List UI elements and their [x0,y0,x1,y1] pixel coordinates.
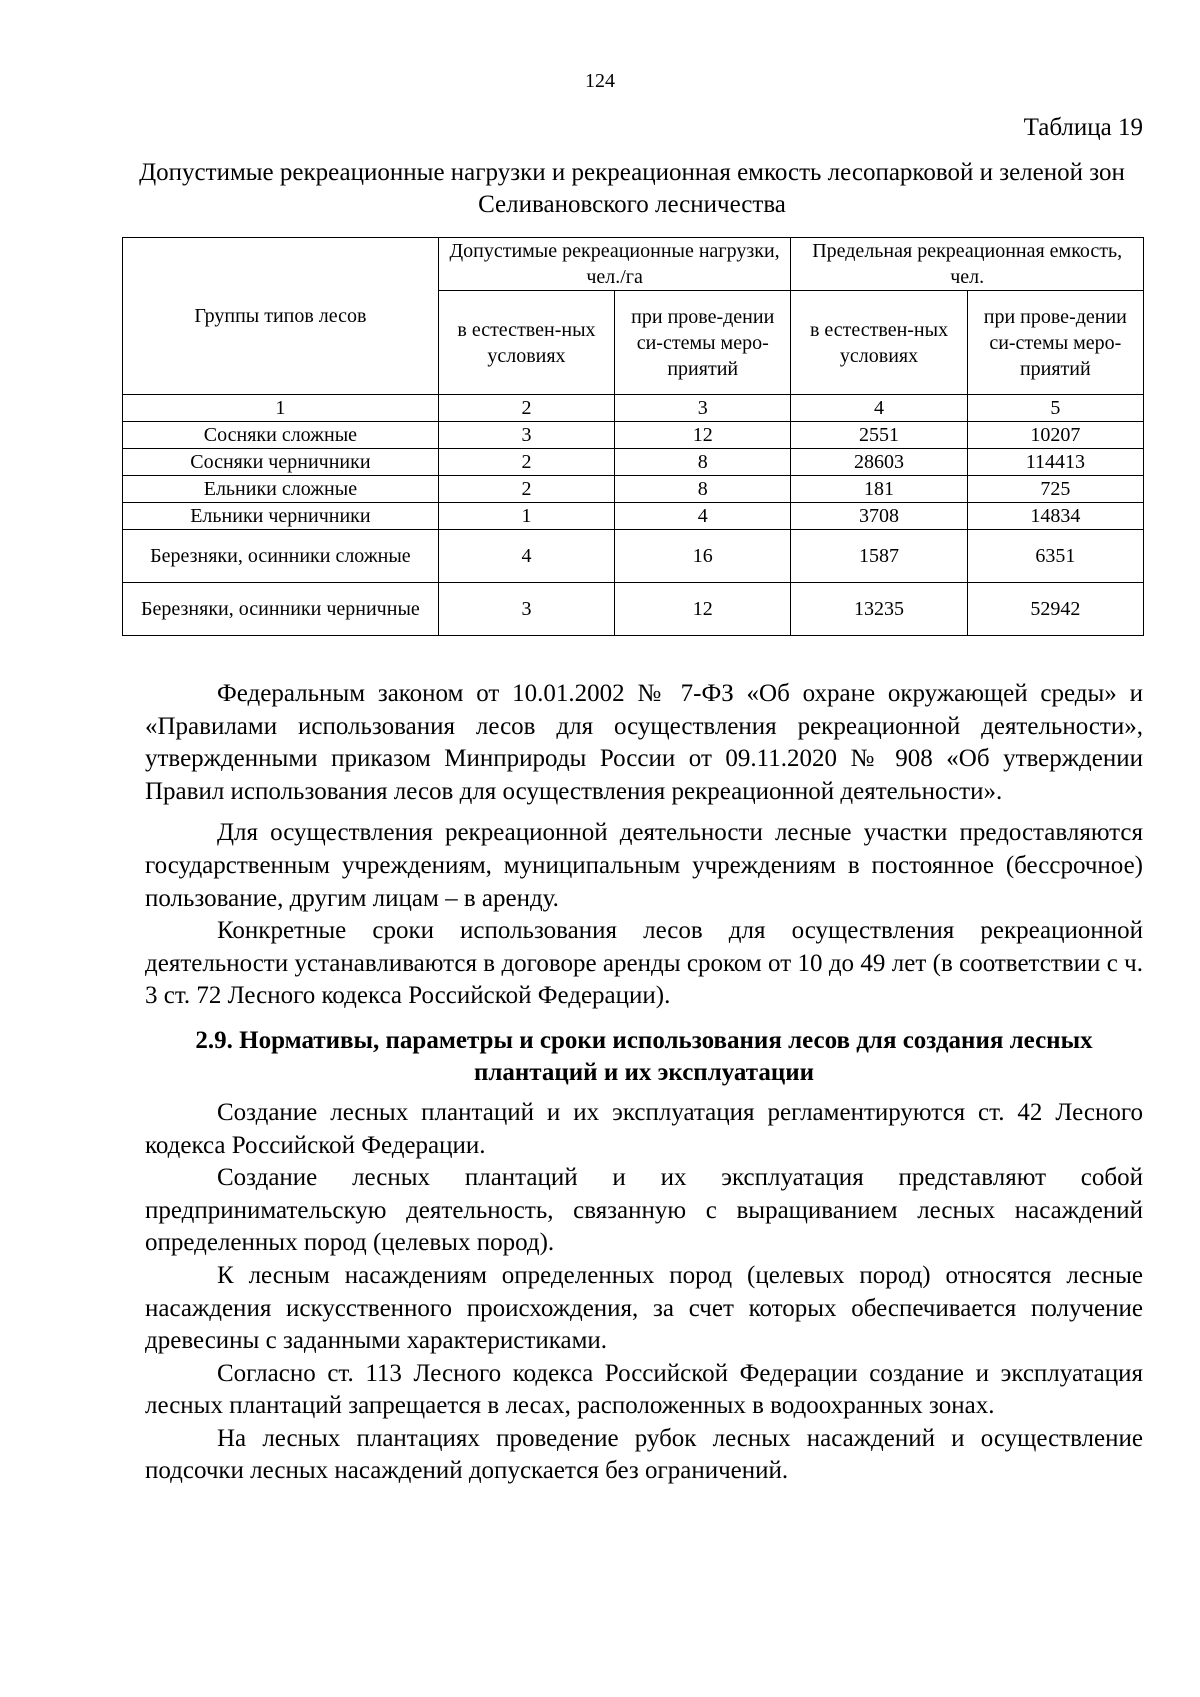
header-natural-conditions-capacity: в естествен-ных условиях [791,291,967,395]
header-allowed-loads: Допустимые рекреационные нагрузки, чел./га [438,238,791,291]
table-row [123,422,1144,449]
section-heading: 2.9. Нормативы, параметры и сроки использования лесов для создания лесных плантаций и их эксплуатации [195,1026,1093,1086]
table-row [123,476,1144,503]
forest-group-cell: Ельники черничники [123,503,439,530]
value-cell: 4 [438,530,614,583]
column-number: 2 [438,395,614,422]
paragraph: Создание лесных плантаций и их эксплуатация представляют собой предпринимательскую деятельность, связанную с выращиванием лесных насаждений определенных пород (целевых пород). [145,1164,1143,1257]
paragraph: Согласно ст. 113 Лесного кодекса Российской Федерации создание и эксплуатация лесных плантаций запрещается в лесах, расположенных в водоохранных зонах. [145,1359,1143,1420]
value-cell: 12 [615,422,791,449]
value-cell: 2 [438,449,614,476]
value-cell: 6351 [967,530,1143,583]
paragraph: К лесным насаждениям определенных пород (целевых пород) относятся лесные насаждения искусственного происхождения, за счет которых обеспечивается получение древесины с заданными характеристиками. [145,1261,1143,1355]
column-number: 3 [615,395,791,422]
body-text [145,678,1143,1488]
paragraph: Для осуществления рекреационной деятельности лесные участки предоставляются государственным учреждениям, муниципальным учреждениям в постоянное (бессрочное) пользование, другим лицам – в аренду. [145,819,1143,912]
table-title: Допустимые рекреационные нагрузки и рекреационная емкость лесопарковой и зеленой зон Селивановского лесничества [139,159,1125,218]
forest-group-cell: Ельники сложные [123,476,439,503]
paragraph: На лесных плантациях проведение рубок лесных насаждений и осуществление подсочки лесных насаждений допускается без ограничений. [145,1424,1143,1485]
table-row [123,503,1144,530]
header-with-measures: при прове-дении си-стемы меро-приятий [615,291,791,395]
value-cell: 8 [615,449,791,476]
value-cell: 12 [615,583,791,636]
table-row [123,530,1144,583]
value-cell: 13235 [791,583,967,636]
paragraph: Конкретные сроки использования лесов для осуществления рекреационной деятельности устанавливаются в договоре аренды сроком от 10 до 49 лет (в соответствии с ч. 3 ст. 72 Лесного кодекса Российской Федерации). [145,917,1143,1010]
value-cell: 1 [438,503,614,530]
value-cell: 3 [438,583,614,636]
header-forest-groups: Группы типов лесов [123,238,439,395]
value-cell: 28603 [791,449,967,476]
value-cell: 2 [438,476,614,503]
forest-group-cell: Сосняки сложные [123,422,439,449]
table-row [123,449,1144,476]
value-cell: 10207 [967,422,1143,449]
header-with-measures-capacity: при прове-дении си-стемы меро-приятий [967,291,1143,395]
column-number-row [123,395,1144,422]
value-cell: 4 [615,503,791,530]
value-cell: 3708 [791,503,967,530]
header-capacity: Предельная рекреационная емкость, чел. [791,238,1144,291]
value-cell: 181 [791,476,967,503]
value-cell: 2551 [791,422,967,449]
forest-group-cell: Березняки, осинники черничные [123,583,439,636]
column-number: 1 [123,395,439,422]
page-number: 124 [585,70,615,92]
recreation-table [122,237,1144,636]
column-number: 4 [791,395,967,422]
table-row [123,583,1144,636]
value-cell: 725 [967,476,1143,503]
value-cell: 1587 [791,530,967,583]
value-cell: 52942 [967,583,1143,636]
forest-group-cell: Сосняки черничники [123,449,439,476]
value-cell: 8 [615,476,791,503]
table-label: Таблица 19 [1023,114,1143,141]
forest-group-cell: Березняки, осинники сложные [123,530,439,583]
value-cell: 16 [615,530,791,583]
value-cell: 114413 [967,449,1143,476]
paragraph: Создание лесных плантаций и их эксплуатация регламентируются ст. 42 Лесного кодекса Российской Федерации. [145,1098,1143,1159]
paragraph: Федеральным законом от 10.01.2002 № 7-ФЗ «Об охране окружающей среды» и «Правилами использования лесов для осуществления рекреационной деятельности», утвержденными приказом Минприроды России от 09.11.2020 № 908 «Об утверждении Правил использования лесов для осуществления рекреационной деятельности». [145,680,1143,805]
value-cell: 14834 [967,503,1143,530]
header-natural-conditions: в естествен-ных условиях [438,291,614,395]
value-cell: 3 [438,422,614,449]
column-number: 5 [967,395,1143,422]
